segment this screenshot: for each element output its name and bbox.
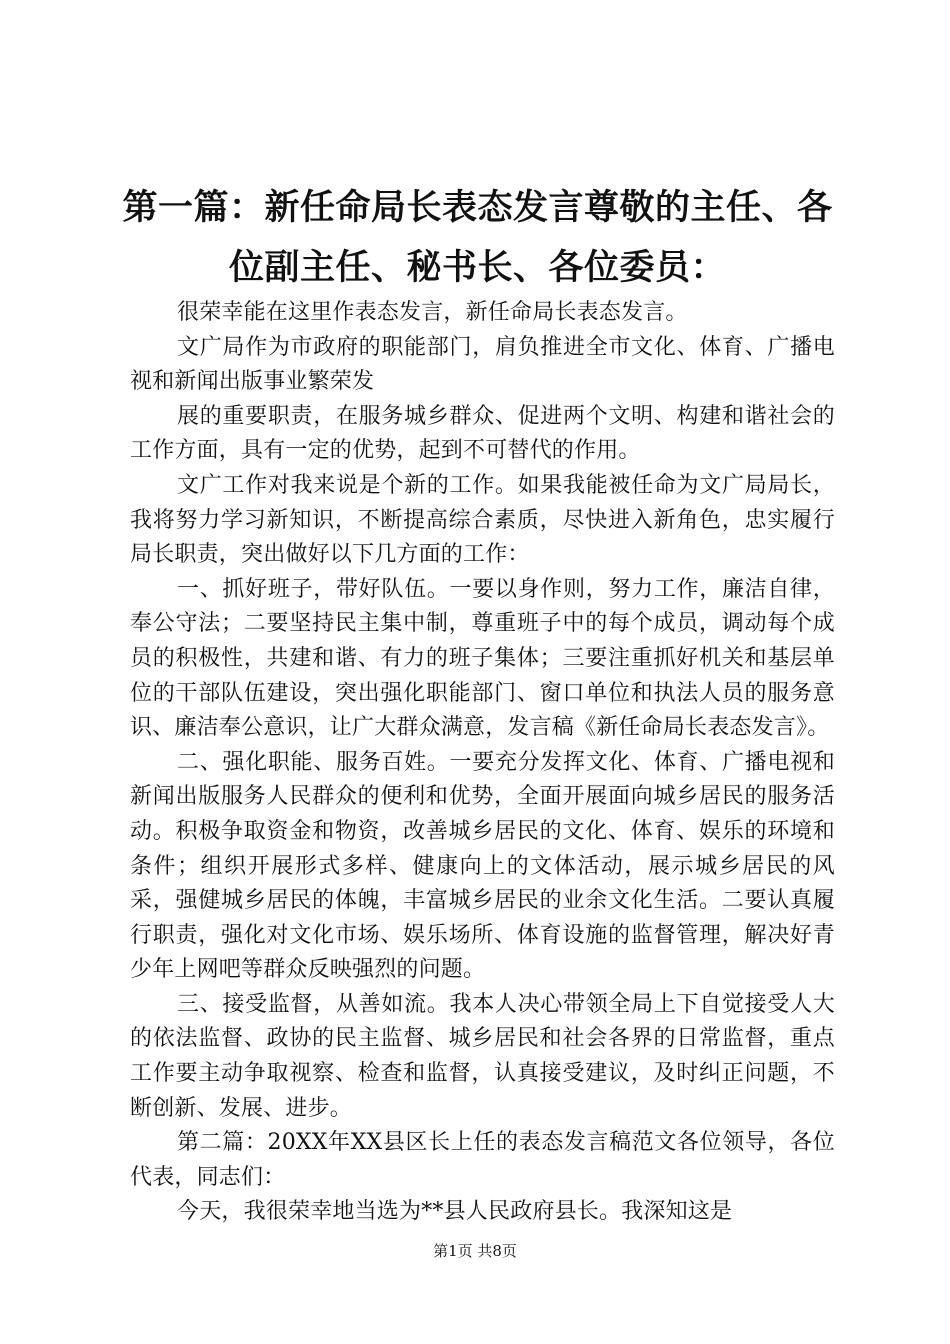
paragraph-8: 第二篇：20XX年XX县区长上任的表态发言稿范文各位领导，各位代表，同志们： [130, 1130, 835, 1190]
paragraph-2: 文广局作为市政府的职能部门，肩负推进全市文化、体育、广播电视和新闻出版事业繁荣发 [130, 334, 835, 395]
paragraph-7: 三、接受监督，从善如流。我本人决心带领全局上下自觉接受人大的依法监督、政协的民主监督、城乡居民和社会各界的日常监督，重点工作要主动争取视察、检查和监督，认真接受建议，及时纠正问题，不断创新、发展、进步。 [130, 991, 835, 1121]
paragraph-1: 很荣幸能在这里作表态发言，新任命局长表态发言。 [177, 300, 688, 325]
document-title: 第一篇：新任命局长表态发言尊敬的主任、各位副主任、秘书长、各位委员： [122, 187, 833, 288]
paragraph-5: 一、抓好班子，带好队伍。一要以身作则，努力工作，廉洁自律，奉公守法；二要坚持民主集中制，尊重班子中的每个成员，调动每个成员的积极性，共建和谐、有力的班子集体；三要注重抓好机关和基层单位的干部队伍建设，突出强化职能部门、窗口单位和执法人员的服务意识、廉洁奉公意识，让广大群众满意，发言稿《新任命局长表态发言》。 [130, 576, 835, 741]
paragraph-4: 文广工作对我来说是个新的工作。如果我能被任命为文广局局长，我将努力学习新知识，不断提高综合素质，尽快进入新角色，忠实履行局长职责，突出做好以下几方面的工作： [130, 472, 835, 568]
page-footer: 第1页 共8页 [433, 1242, 517, 1260]
paragraph-6: 二、强化职能、服务百姓。一要充分发挥文化、体育、广播电视和新闻出版服务人民群众的便利和优势，全面开展面向城乡居民的服务活动。积极争取资金和物资，改善城乡居民的文化、体育、娱乐的环境和条件；组织开展形式多样、健康向上的文体活动，展示城乡居民的风采，强健城乡居民的体魄，丰富城乡居民的业余文化生活。二要认真履行职责，强化对文化市场、娱乐场所、体育设施的监督管理，解决好青少年上网吧等群众反映强烈的问题。 [130, 749, 835, 983]
paragraph-9: 今天，我很荣幸地当选为**县人民政府县长。我深知这是 [177, 1199, 733, 1225]
document-body [130, 296, 835, 1230]
paragraph-3: 展的重要职责，在服务城乡群众、促进两个文明、构建和谐社会的工作方面，具有一定的优势，起到不可替代的作用。 [130, 403, 835, 464]
